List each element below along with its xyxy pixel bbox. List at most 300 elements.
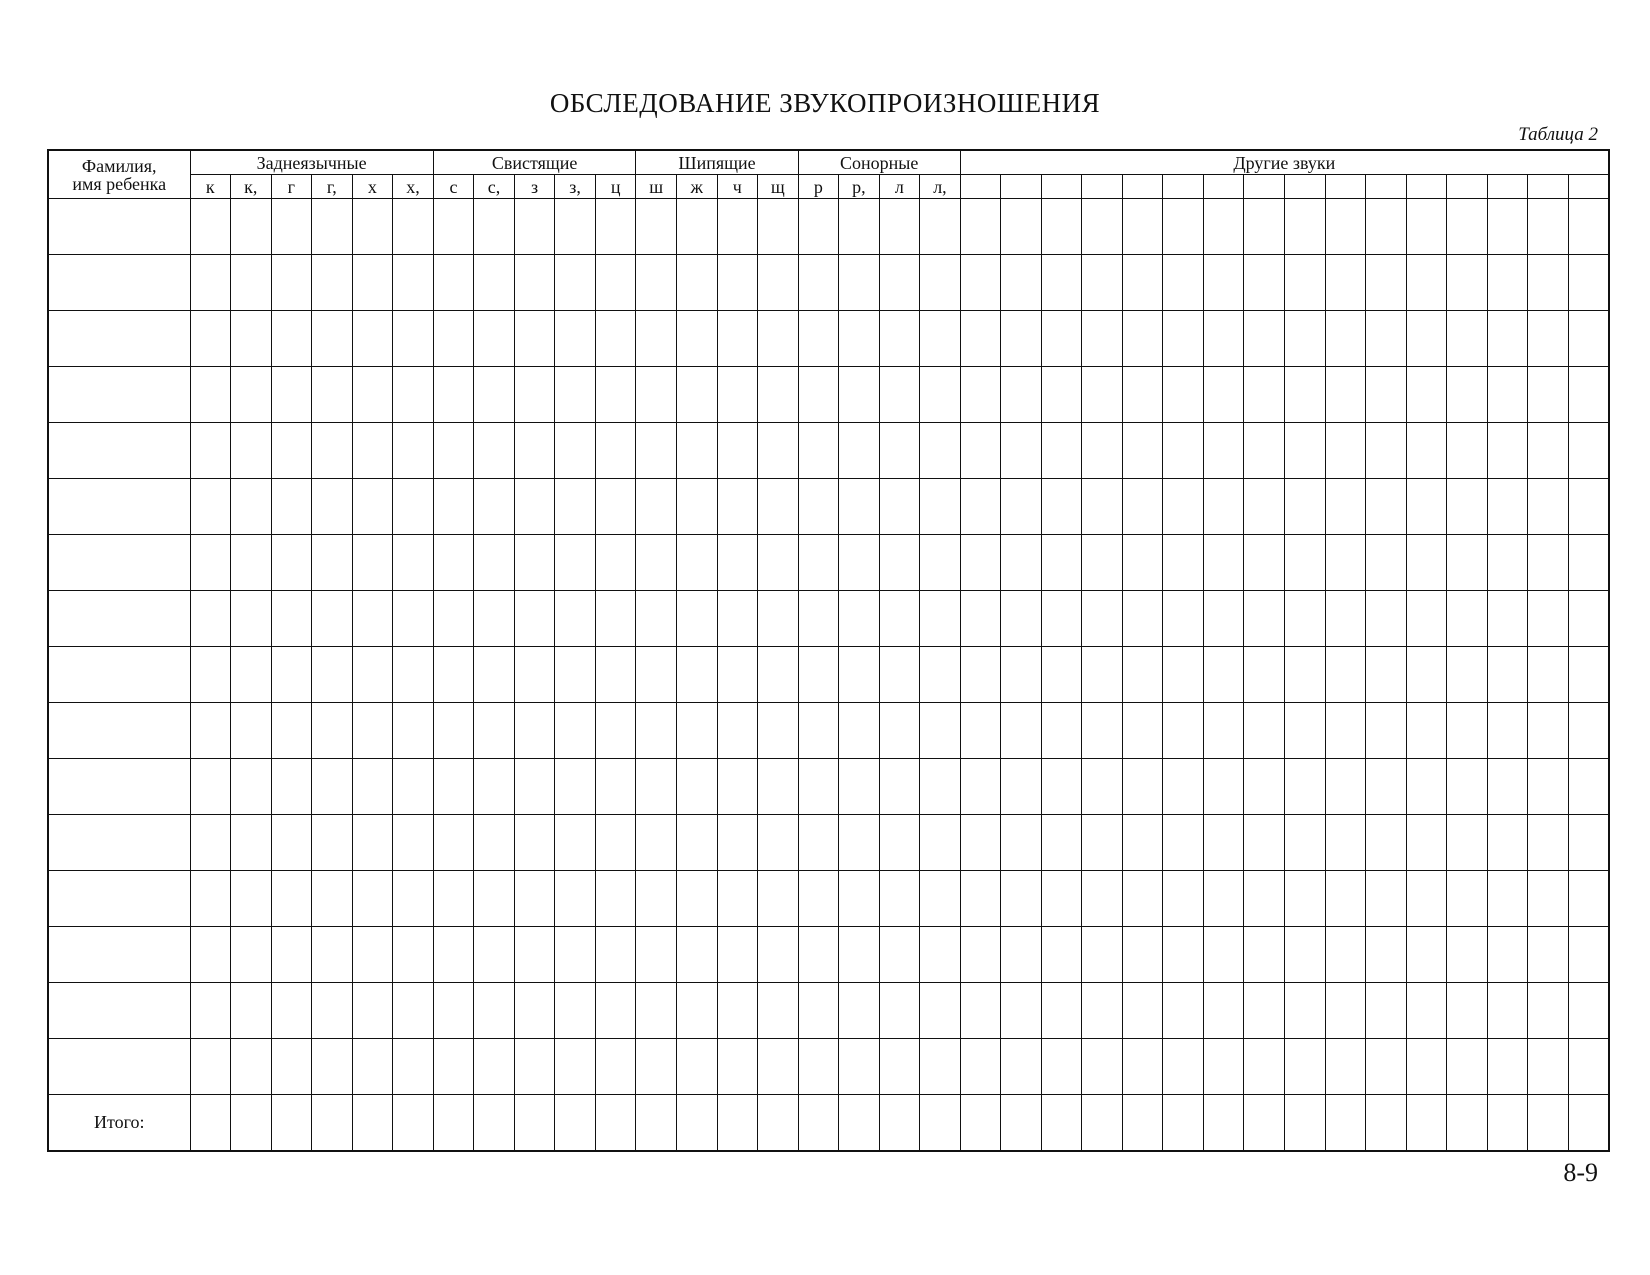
sound-cell[interactable] bbox=[433, 1039, 474, 1095]
sound-cell[interactable] bbox=[758, 815, 799, 871]
sound-cell[interactable] bbox=[1325, 479, 1366, 535]
sound-cell[interactable] bbox=[1447, 703, 1488, 759]
sound-cell[interactable] bbox=[839, 367, 880, 423]
sound-cell[interactable] bbox=[231, 927, 272, 983]
sound-cell[interactable] bbox=[555, 311, 596, 367]
sound-cell[interactable] bbox=[1568, 199, 1609, 255]
sound-cell[interactable] bbox=[1325, 871, 1366, 927]
sound-cell[interactable] bbox=[636, 367, 677, 423]
sound-cell[interactable] bbox=[1366, 927, 1407, 983]
sound-cell[interactable] bbox=[636, 759, 677, 815]
sound-cell[interactable] bbox=[1487, 983, 1528, 1039]
sound-cell[interactable] bbox=[758, 983, 799, 1039]
sound-cell[interactable] bbox=[595, 983, 636, 1039]
sound-cell[interactable] bbox=[960, 1095, 1001, 1152]
sound-cell[interactable] bbox=[1447, 1095, 1488, 1152]
sound-cell[interactable] bbox=[433, 591, 474, 647]
sound-cell[interactable] bbox=[1568, 983, 1609, 1039]
sound-cell[interactable] bbox=[1041, 255, 1082, 311]
sound-cell[interactable] bbox=[676, 311, 717, 367]
sound-cell[interactable] bbox=[1406, 199, 1447, 255]
sound-cell[interactable] bbox=[1366, 479, 1407, 535]
sound-cell[interactable] bbox=[1041, 199, 1082, 255]
sound-cell[interactable] bbox=[1487, 535, 1528, 591]
sound-cell[interactable] bbox=[1203, 535, 1244, 591]
sound-cell[interactable] bbox=[352, 1039, 393, 1095]
sound-cell[interactable] bbox=[190, 1039, 231, 1095]
sound-cell[interactable] bbox=[352, 591, 393, 647]
sound-cell[interactable] bbox=[231, 703, 272, 759]
sound-cell[interactable] bbox=[393, 255, 434, 311]
sound-cell[interactable] bbox=[1244, 815, 1285, 871]
sound-cell[interactable] bbox=[758, 703, 799, 759]
sound-cell[interactable] bbox=[676, 703, 717, 759]
sound-cell[interactable] bbox=[1284, 871, 1325, 927]
sound-cell[interactable] bbox=[676, 591, 717, 647]
sound-cell[interactable] bbox=[433, 367, 474, 423]
sound-cell[interactable] bbox=[1325, 1095, 1366, 1152]
sound-cell[interactable] bbox=[1163, 479, 1204, 535]
sound-cell[interactable] bbox=[717, 871, 758, 927]
sound-cell[interactable] bbox=[1528, 871, 1569, 927]
sound-cell[interactable] bbox=[1041, 983, 1082, 1039]
sound-cell[interactable] bbox=[758, 255, 799, 311]
sound-cell[interactable] bbox=[636, 1039, 677, 1095]
sound-cell[interactable] bbox=[393, 311, 434, 367]
sound-cell[interactable] bbox=[1122, 311, 1163, 367]
sound-cell[interactable] bbox=[1082, 703, 1123, 759]
sound-cell[interactable] bbox=[1041, 591, 1082, 647]
child-name-cell[interactable] bbox=[48, 311, 190, 367]
sound-cell[interactable] bbox=[920, 1039, 961, 1095]
sound-cell[interactable] bbox=[1001, 703, 1042, 759]
sound-cell[interactable] bbox=[1406, 927, 1447, 983]
sound-cell[interactable] bbox=[717, 703, 758, 759]
sound-cell[interactable] bbox=[514, 1039, 555, 1095]
sound-cell[interactable] bbox=[514, 255, 555, 311]
sound-cell[interactable] bbox=[231, 983, 272, 1039]
sound-cell[interactable] bbox=[271, 871, 312, 927]
sound-cell[interactable] bbox=[798, 311, 839, 367]
sound-cell[interactable] bbox=[1001, 423, 1042, 479]
sound-cell[interactable] bbox=[960, 815, 1001, 871]
sound-cell[interactable] bbox=[514, 423, 555, 479]
sound-cell[interactable] bbox=[1568, 255, 1609, 311]
sound-cell[interactable] bbox=[879, 703, 920, 759]
sound-cell[interactable] bbox=[514, 983, 555, 1039]
sound-cell[interactable] bbox=[1163, 1039, 1204, 1095]
sound-cell[interactable] bbox=[717, 479, 758, 535]
sound-cell[interactable] bbox=[1001, 871, 1042, 927]
sound-cell[interactable] bbox=[839, 591, 880, 647]
sound-cell[interactable] bbox=[595, 703, 636, 759]
sound-cell[interactable] bbox=[1284, 815, 1325, 871]
sound-cell[interactable] bbox=[312, 871, 353, 927]
sound-cell[interactable] bbox=[1163, 1095, 1204, 1152]
sound-cell[interactable] bbox=[393, 759, 434, 815]
sound-cell[interactable] bbox=[1244, 423, 1285, 479]
sound-cell[interactable] bbox=[1406, 367, 1447, 423]
sound-cell[interactable] bbox=[231, 759, 272, 815]
sound-cell[interactable] bbox=[1528, 815, 1569, 871]
sound-cell[interactable] bbox=[1001, 647, 1042, 703]
sound-cell[interactable] bbox=[190, 927, 231, 983]
sound-cell[interactable] bbox=[1487, 591, 1528, 647]
sound-cell[interactable] bbox=[271, 815, 312, 871]
sound-cell[interactable] bbox=[1487, 1095, 1528, 1152]
sound-cell[interactable] bbox=[1568, 591, 1609, 647]
sound-cell[interactable] bbox=[555, 423, 596, 479]
sound-cell[interactable] bbox=[1284, 423, 1325, 479]
sound-cell[interactable] bbox=[1406, 871, 1447, 927]
sound-cell[interactable] bbox=[595, 871, 636, 927]
sound-cell[interactable] bbox=[1001, 927, 1042, 983]
sound-cell[interactable] bbox=[920, 647, 961, 703]
sound-cell[interactable] bbox=[352, 423, 393, 479]
sound-cell[interactable] bbox=[1447, 311, 1488, 367]
sound-cell[interactable] bbox=[676, 927, 717, 983]
sound-cell[interactable] bbox=[717, 927, 758, 983]
sound-cell[interactable] bbox=[474, 199, 515, 255]
sound-cell[interactable] bbox=[1041, 535, 1082, 591]
sound-cell[interactable] bbox=[1082, 423, 1123, 479]
sound-cell[interactable] bbox=[555, 871, 596, 927]
sound-cell[interactable] bbox=[474, 1095, 515, 1152]
sound-cell[interactable] bbox=[1082, 367, 1123, 423]
sound-cell[interactable] bbox=[676, 759, 717, 815]
sound-cell[interactable] bbox=[1122, 199, 1163, 255]
sound-cell[interactable] bbox=[1325, 311, 1366, 367]
sound-cell[interactable] bbox=[1487, 927, 1528, 983]
sound-cell[interactable] bbox=[879, 255, 920, 311]
child-name-cell[interactable] bbox=[48, 199, 190, 255]
sound-cell[interactable] bbox=[1406, 703, 1447, 759]
sound-cell[interactable] bbox=[393, 1095, 434, 1152]
sound-cell[interactable] bbox=[920, 983, 961, 1039]
sound-cell[interactable] bbox=[960, 983, 1001, 1039]
sound-cell[interactable] bbox=[960, 199, 1001, 255]
sound-cell[interactable] bbox=[1163, 927, 1204, 983]
sound-cell[interactable] bbox=[190, 759, 231, 815]
sound-cell[interactable] bbox=[1568, 479, 1609, 535]
sound-cell[interactable] bbox=[1244, 871, 1285, 927]
sound-cell[interactable] bbox=[960, 647, 1001, 703]
sound-cell[interactable] bbox=[636, 703, 677, 759]
sound-cell[interactable] bbox=[352, 479, 393, 535]
sound-cell[interactable] bbox=[1284, 367, 1325, 423]
sound-cell[interactable] bbox=[960, 1039, 1001, 1095]
sound-cell[interactable] bbox=[1568, 535, 1609, 591]
sound-cell[interactable] bbox=[595, 479, 636, 535]
sound-cell[interactable] bbox=[271, 479, 312, 535]
sound-cell[interactable] bbox=[1082, 983, 1123, 1039]
sound-cell[interactable] bbox=[798, 759, 839, 815]
child-name-cell[interactable] bbox=[48, 367, 190, 423]
sound-cell[interactable] bbox=[271, 927, 312, 983]
sound-cell[interactable] bbox=[474, 479, 515, 535]
sound-cell[interactable] bbox=[1487, 871, 1528, 927]
sound-cell[interactable] bbox=[839, 759, 880, 815]
sound-cell[interactable] bbox=[879, 535, 920, 591]
sound-cell[interactable] bbox=[1203, 423, 1244, 479]
sound-cell[interactable] bbox=[1447, 927, 1488, 983]
sound-cell[interactable] bbox=[312, 479, 353, 535]
sound-cell[interactable] bbox=[676, 1095, 717, 1152]
sound-cell[interactable] bbox=[555, 199, 596, 255]
sound-cell[interactable] bbox=[1244, 591, 1285, 647]
sound-cell[interactable] bbox=[1041, 815, 1082, 871]
sound-cell[interactable] bbox=[1244, 1039, 1285, 1095]
sound-cell[interactable] bbox=[352, 647, 393, 703]
sound-cell[interactable] bbox=[798, 871, 839, 927]
sound-cell[interactable] bbox=[433, 479, 474, 535]
sound-cell[interactable] bbox=[1041, 871, 1082, 927]
sound-cell[interactable] bbox=[1325, 255, 1366, 311]
sound-cell[interactable] bbox=[271, 535, 312, 591]
sound-cell[interactable] bbox=[798, 479, 839, 535]
sound-cell[interactable] bbox=[312, 647, 353, 703]
sound-cell[interactable] bbox=[717, 311, 758, 367]
sound-cell[interactable] bbox=[271, 367, 312, 423]
sound-cell[interactable] bbox=[1163, 815, 1204, 871]
sound-cell[interactable] bbox=[920, 199, 961, 255]
sound-cell[interactable] bbox=[271, 311, 312, 367]
child-name-cell[interactable] bbox=[48, 591, 190, 647]
sound-cell[interactable] bbox=[1041, 1039, 1082, 1095]
sound-cell[interactable] bbox=[474, 815, 515, 871]
sound-cell[interactable] bbox=[1041, 647, 1082, 703]
sound-cell[interactable] bbox=[1568, 815, 1609, 871]
sound-cell[interactable] bbox=[352, 815, 393, 871]
sound-cell[interactable] bbox=[636, 479, 677, 535]
sound-cell[interactable] bbox=[1487, 479, 1528, 535]
sound-cell[interactable] bbox=[1325, 535, 1366, 591]
sound-cell[interactable] bbox=[1001, 1039, 1042, 1095]
sound-cell[interactable] bbox=[1366, 591, 1407, 647]
sound-cell[interactable] bbox=[1001, 591, 1042, 647]
sound-cell[interactable] bbox=[1244, 311, 1285, 367]
sound-cell[interactable] bbox=[1163, 591, 1204, 647]
sound-cell[interactable] bbox=[798, 591, 839, 647]
sound-cell[interactable] bbox=[717, 423, 758, 479]
sound-cell[interactable] bbox=[352, 535, 393, 591]
sound-cell[interactable] bbox=[1203, 703, 1244, 759]
sound-cell[interactable] bbox=[433, 535, 474, 591]
sound-cell[interactable] bbox=[879, 423, 920, 479]
sound-cell[interactable] bbox=[798, 647, 839, 703]
sound-cell[interactable] bbox=[1001, 815, 1042, 871]
sound-cell[interactable] bbox=[798, 199, 839, 255]
sound-cell[interactable] bbox=[1447, 983, 1488, 1039]
sound-cell[interactable] bbox=[1203, 759, 1244, 815]
sound-cell[interactable] bbox=[636, 871, 677, 927]
sound-cell[interactable] bbox=[920, 759, 961, 815]
sound-cell[interactable] bbox=[433, 647, 474, 703]
sound-cell[interactable] bbox=[1528, 311, 1569, 367]
sound-cell[interactable] bbox=[1163, 703, 1204, 759]
sound-cell[interactable] bbox=[595, 311, 636, 367]
sound-cell[interactable] bbox=[879, 871, 920, 927]
sound-cell[interactable] bbox=[920, 815, 961, 871]
sound-cell[interactable] bbox=[1122, 927, 1163, 983]
sound-cell[interactable] bbox=[1406, 759, 1447, 815]
sound-cell[interactable] bbox=[879, 1039, 920, 1095]
sound-cell[interactable] bbox=[960, 255, 1001, 311]
sound-cell[interactable] bbox=[555, 759, 596, 815]
sound-cell[interactable] bbox=[1122, 591, 1163, 647]
sound-cell[interactable] bbox=[676, 983, 717, 1039]
sound-cell[interactable] bbox=[960, 871, 1001, 927]
sound-cell[interactable] bbox=[839, 255, 880, 311]
sound-cell[interactable] bbox=[1284, 591, 1325, 647]
sound-cell[interactable] bbox=[1244, 367, 1285, 423]
sound-cell[interactable] bbox=[798, 983, 839, 1039]
sound-cell[interactable] bbox=[798, 367, 839, 423]
sound-cell[interactable] bbox=[1122, 647, 1163, 703]
sound-cell[interactable] bbox=[1203, 815, 1244, 871]
sound-cell[interactable] bbox=[190, 591, 231, 647]
sound-cell[interactable] bbox=[190, 199, 231, 255]
sound-cell[interactable] bbox=[1284, 535, 1325, 591]
sound-cell[interactable] bbox=[1528, 1039, 1569, 1095]
sound-cell[interactable] bbox=[312, 367, 353, 423]
sound-cell[interactable] bbox=[879, 815, 920, 871]
sound-cell[interactable] bbox=[555, 1039, 596, 1095]
sound-cell[interactable] bbox=[271, 647, 312, 703]
sound-cell[interactable] bbox=[1041, 423, 1082, 479]
sound-cell[interactable] bbox=[190, 1095, 231, 1152]
sound-cell[interactable] bbox=[393, 423, 434, 479]
sound-cell[interactable] bbox=[636, 815, 677, 871]
sound-cell[interactable] bbox=[1487, 1039, 1528, 1095]
sound-cell[interactable] bbox=[758, 535, 799, 591]
child-name-cell[interactable] bbox=[48, 255, 190, 311]
sound-cell[interactable] bbox=[271, 983, 312, 1039]
sound-cell[interactable] bbox=[1447, 591, 1488, 647]
sound-cell[interactable] bbox=[1406, 815, 1447, 871]
sound-cell[interactable] bbox=[231, 647, 272, 703]
sound-cell[interactable] bbox=[1528, 423, 1569, 479]
sound-cell[interactable] bbox=[1325, 983, 1366, 1039]
sound-cell[interactable] bbox=[1568, 703, 1609, 759]
sound-cell[interactable] bbox=[879, 1095, 920, 1152]
sound-cell[interactable] bbox=[798, 423, 839, 479]
sound-cell[interactable] bbox=[1041, 479, 1082, 535]
sound-cell[interactable] bbox=[433, 871, 474, 927]
sound-cell[interactable] bbox=[1082, 927, 1123, 983]
sound-cell[interactable] bbox=[960, 535, 1001, 591]
sound-cell[interactable] bbox=[960, 367, 1001, 423]
sound-cell[interactable] bbox=[1122, 423, 1163, 479]
sound-cell[interactable] bbox=[839, 871, 880, 927]
sound-cell[interactable] bbox=[1203, 199, 1244, 255]
sound-cell[interactable] bbox=[920, 703, 961, 759]
sound-cell[interactable] bbox=[312, 759, 353, 815]
sound-cell[interactable] bbox=[1082, 871, 1123, 927]
sound-cell[interactable] bbox=[1406, 1095, 1447, 1152]
sound-cell[interactable] bbox=[1122, 1039, 1163, 1095]
sound-cell[interactable] bbox=[798, 535, 839, 591]
sound-cell[interactable] bbox=[839, 815, 880, 871]
sound-cell[interactable] bbox=[1082, 591, 1123, 647]
sound-cell[interactable] bbox=[474, 983, 515, 1039]
sound-cell[interactable] bbox=[1528, 759, 1569, 815]
sound-cell[interactable] bbox=[676, 479, 717, 535]
sound-cell[interactable] bbox=[271, 423, 312, 479]
sound-cell[interactable] bbox=[920, 367, 961, 423]
sound-cell[interactable] bbox=[676, 1039, 717, 1095]
sound-cell[interactable] bbox=[190, 255, 231, 311]
sound-cell[interactable] bbox=[1041, 311, 1082, 367]
sound-cell[interactable] bbox=[312, 591, 353, 647]
sound-cell[interactable] bbox=[839, 983, 880, 1039]
sound-cell[interactable] bbox=[1284, 647, 1325, 703]
sound-cell[interactable] bbox=[231, 199, 272, 255]
sound-cell[interactable] bbox=[1284, 927, 1325, 983]
sound-cell[interactable] bbox=[393, 479, 434, 535]
sound-cell[interactable] bbox=[555, 479, 596, 535]
sound-cell[interactable] bbox=[1284, 199, 1325, 255]
sound-cell[interactable] bbox=[920, 535, 961, 591]
sound-cell[interactable] bbox=[595, 1039, 636, 1095]
sound-cell[interactable] bbox=[879, 927, 920, 983]
sound-cell[interactable] bbox=[1203, 591, 1244, 647]
sound-cell[interactable] bbox=[1406, 1039, 1447, 1095]
sound-cell[interactable] bbox=[352, 199, 393, 255]
sound-cell[interactable] bbox=[1284, 255, 1325, 311]
sound-cell[interactable] bbox=[798, 1095, 839, 1152]
sound-cell[interactable] bbox=[231, 871, 272, 927]
sound-cell[interactable] bbox=[312, 199, 353, 255]
sound-cell[interactable] bbox=[1082, 199, 1123, 255]
sound-cell[interactable] bbox=[920, 311, 961, 367]
sound-cell[interactable] bbox=[920, 1095, 961, 1152]
sound-cell[interactable] bbox=[231, 423, 272, 479]
sound-cell[interactable] bbox=[595, 647, 636, 703]
sound-cell[interactable] bbox=[798, 1039, 839, 1095]
sound-cell[interactable] bbox=[920, 255, 961, 311]
sound-cell[interactable] bbox=[190, 423, 231, 479]
sound-cell[interactable] bbox=[1163, 871, 1204, 927]
sound-cell[interactable] bbox=[1284, 1039, 1325, 1095]
child-name-cell[interactable] bbox=[48, 759, 190, 815]
sound-cell[interactable] bbox=[1082, 1095, 1123, 1152]
sound-cell[interactable] bbox=[879, 759, 920, 815]
sound-cell[interactable] bbox=[1203, 1039, 1244, 1095]
sound-cell[interactable] bbox=[636, 1095, 677, 1152]
sound-cell[interactable] bbox=[1203, 927, 1244, 983]
sound-cell[interactable] bbox=[1366, 647, 1407, 703]
sound-cell[interactable] bbox=[514, 871, 555, 927]
sound-cell[interactable] bbox=[595, 591, 636, 647]
sound-cell[interactable] bbox=[676, 255, 717, 311]
sound-cell[interactable] bbox=[1568, 927, 1609, 983]
sound-cell[interactable] bbox=[960, 479, 1001, 535]
sound-cell[interactable] bbox=[1406, 423, 1447, 479]
sound-cell[interactable] bbox=[312, 255, 353, 311]
sound-cell[interactable] bbox=[960, 423, 1001, 479]
sound-cell[interactable] bbox=[1082, 535, 1123, 591]
sound-cell[interactable] bbox=[555, 255, 596, 311]
sound-cell[interactable] bbox=[271, 255, 312, 311]
sound-cell[interactable] bbox=[433, 311, 474, 367]
sound-cell[interactable] bbox=[1001, 1095, 1042, 1152]
sound-cell[interactable] bbox=[474, 927, 515, 983]
sound-cell[interactable] bbox=[555, 367, 596, 423]
sound-cell[interactable] bbox=[1244, 927, 1285, 983]
sound-cell[interactable] bbox=[433, 983, 474, 1039]
sound-cell[interactable] bbox=[231, 479, 272, 535]
